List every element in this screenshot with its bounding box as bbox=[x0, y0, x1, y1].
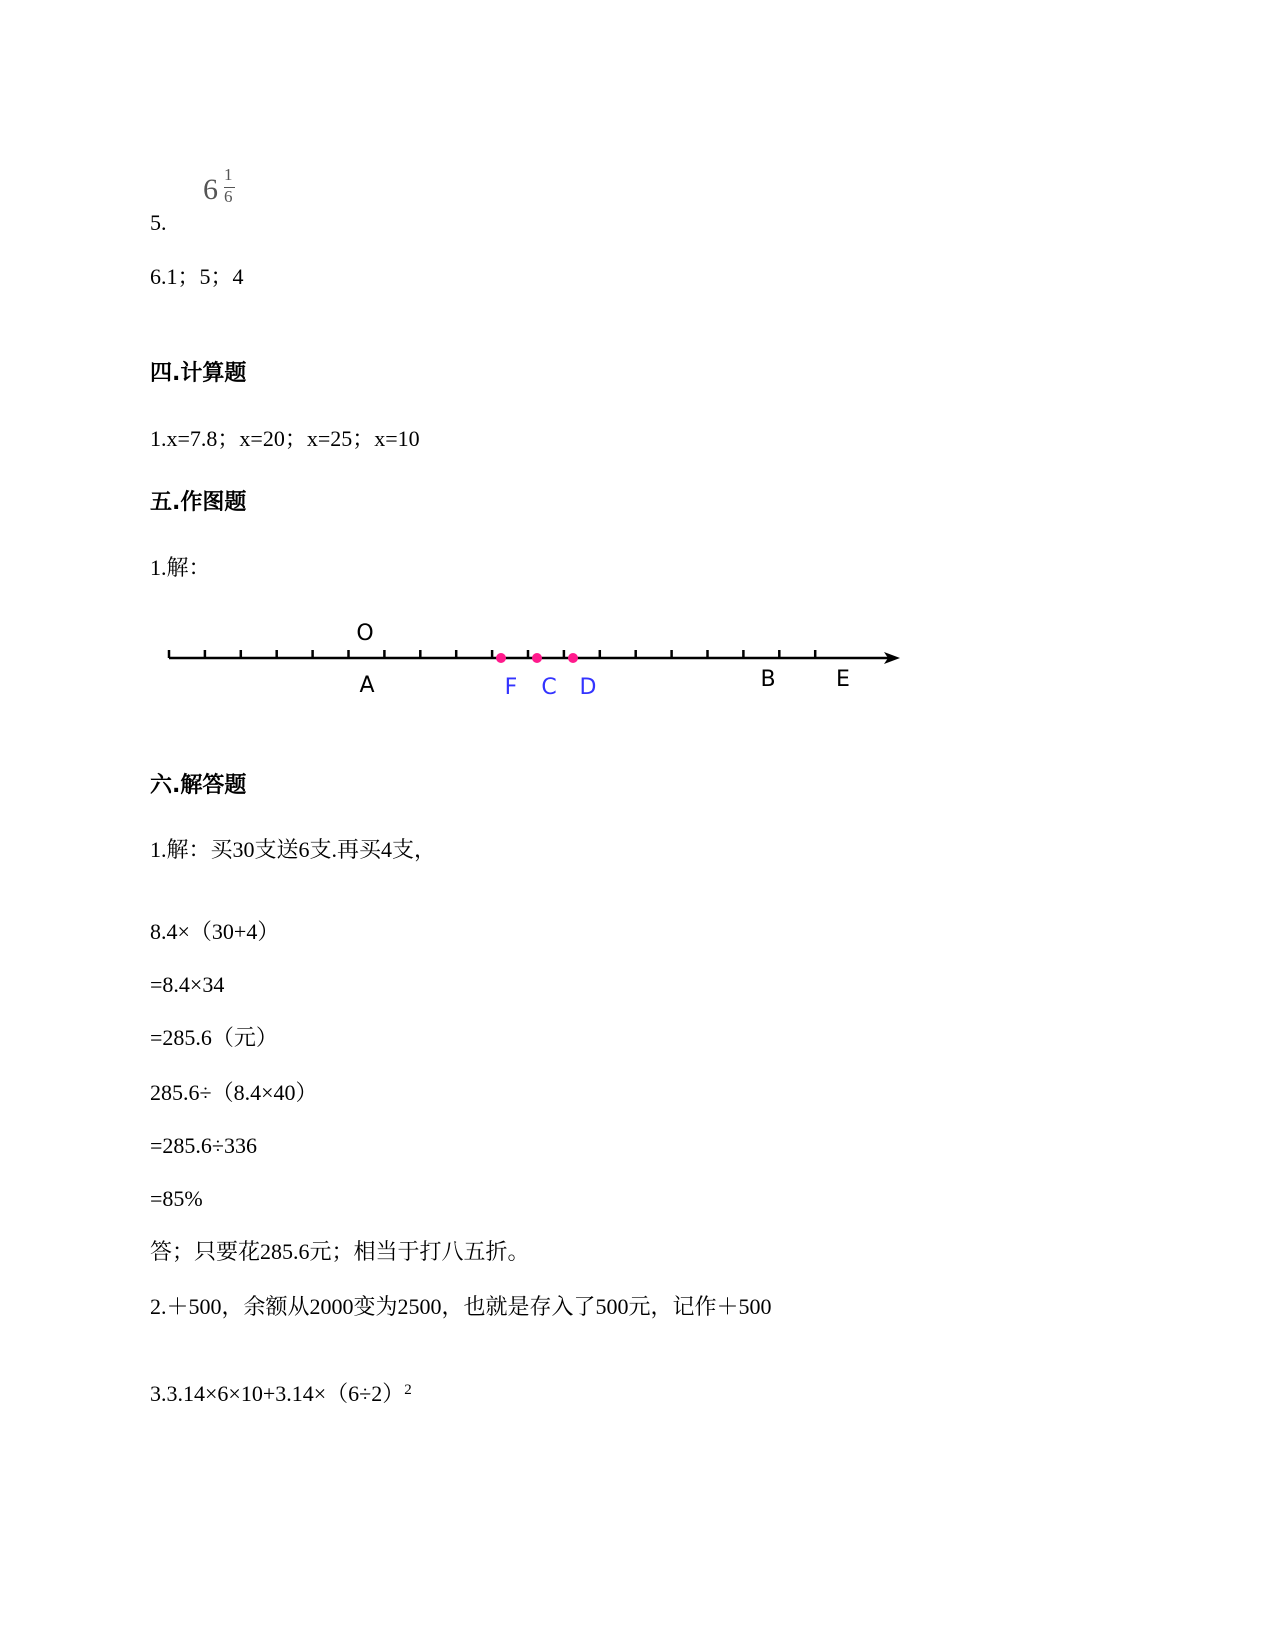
section-6-line-8: 答；只要花285.6元；相当于打八五折。 bbox=[150, 1239, 530, 1264]
number-line-point bbox=[496, 653, 506, 663]
section-6-heading: 六.解答题 bbox=[150, 773, 247, 798]
mixed-number-whole: 6 bbox=[203, 173, 218, 206]
number-line-point bbox=[568, 653, 578, 663]
number-line-label-c: C bbox=[541, 675, 557, 700]
section-6-line-9: 2.＋500，余额从2000变为2500，也就是存入了500元，记作＋500 bbox=[150, 1294, 772, 1319]
answer-6: 6.1；5；4 bbox=[150, 264, 244, 289]
number-line-label-b: B bbox=[760, 667, 776, 692]
question-3-expression: 3.3.14×6×10+3.14×（6÷2） bbox=[150, 1381, 405, 1406]
number-line-label-o: O bbox=[356, 621, 374, 646]
number-line-label-f: F bbox=[504, 675, 518, 700]
section-6-line-4: =285.6（元） bbox=[150, 1025, 278, 1050]
section-6-line-7: =85% bbox=[150, 1186, 203, 1211]
number-line-label-d: D bbox=[579, 675, 597, 700]
section-6-line-1: 1.解：买30支送6支.再买4支， bbox=[150, 837, 437, 862]
section-6-line-10 bbox=[150, 1381, 412, 1407]
answer-5-label: 5. bbox=[150, 210, 167, 235]
mixed-number-denominator: 6 bbox=[224, 187, 233, 206]
number-line-label-a: A bbox=[359, 673, 375, 698]
section-5-heading: 五.作图题 bbox=[150, 490, 247, 515]
mixed-number-numerator: 1 bbox=[224, 165, 233, 184]
section-4-item-1: 1.x=7.8；x=20；x=25；x=10 bbox=[150, 426, 420, 451]
number-line-point bbox=[532, 653, 542, 663]
number-line-diagram bbox=[160, 618, 900, 708]
section-4-heading: 四.计算题 bbox=[150, 361, 247, 386]
section-6-line-5: 285.6÷（8.4×40） bbox=[150, 1080, 318, 1105]
number-line-label-e: E bbox=[836, 667, 850, 692]
section-6-line-2: 8.4×（30+4） bbox=[150, 919, 280, 944]
section-6-line-6: =285.6÷336 bbox=[150, 1133, 257, 1158]
section-5-item-1: 1.解： bbox=[150, 555, 211, 580]
mixed-number bbox=[203, 165, 243, 215]
question-3-exponent: 2 bbox=[404, 1382, 412, 1398]
section-6-line-3: =8.4×34 bbox=[150, 972, 225, 997]
